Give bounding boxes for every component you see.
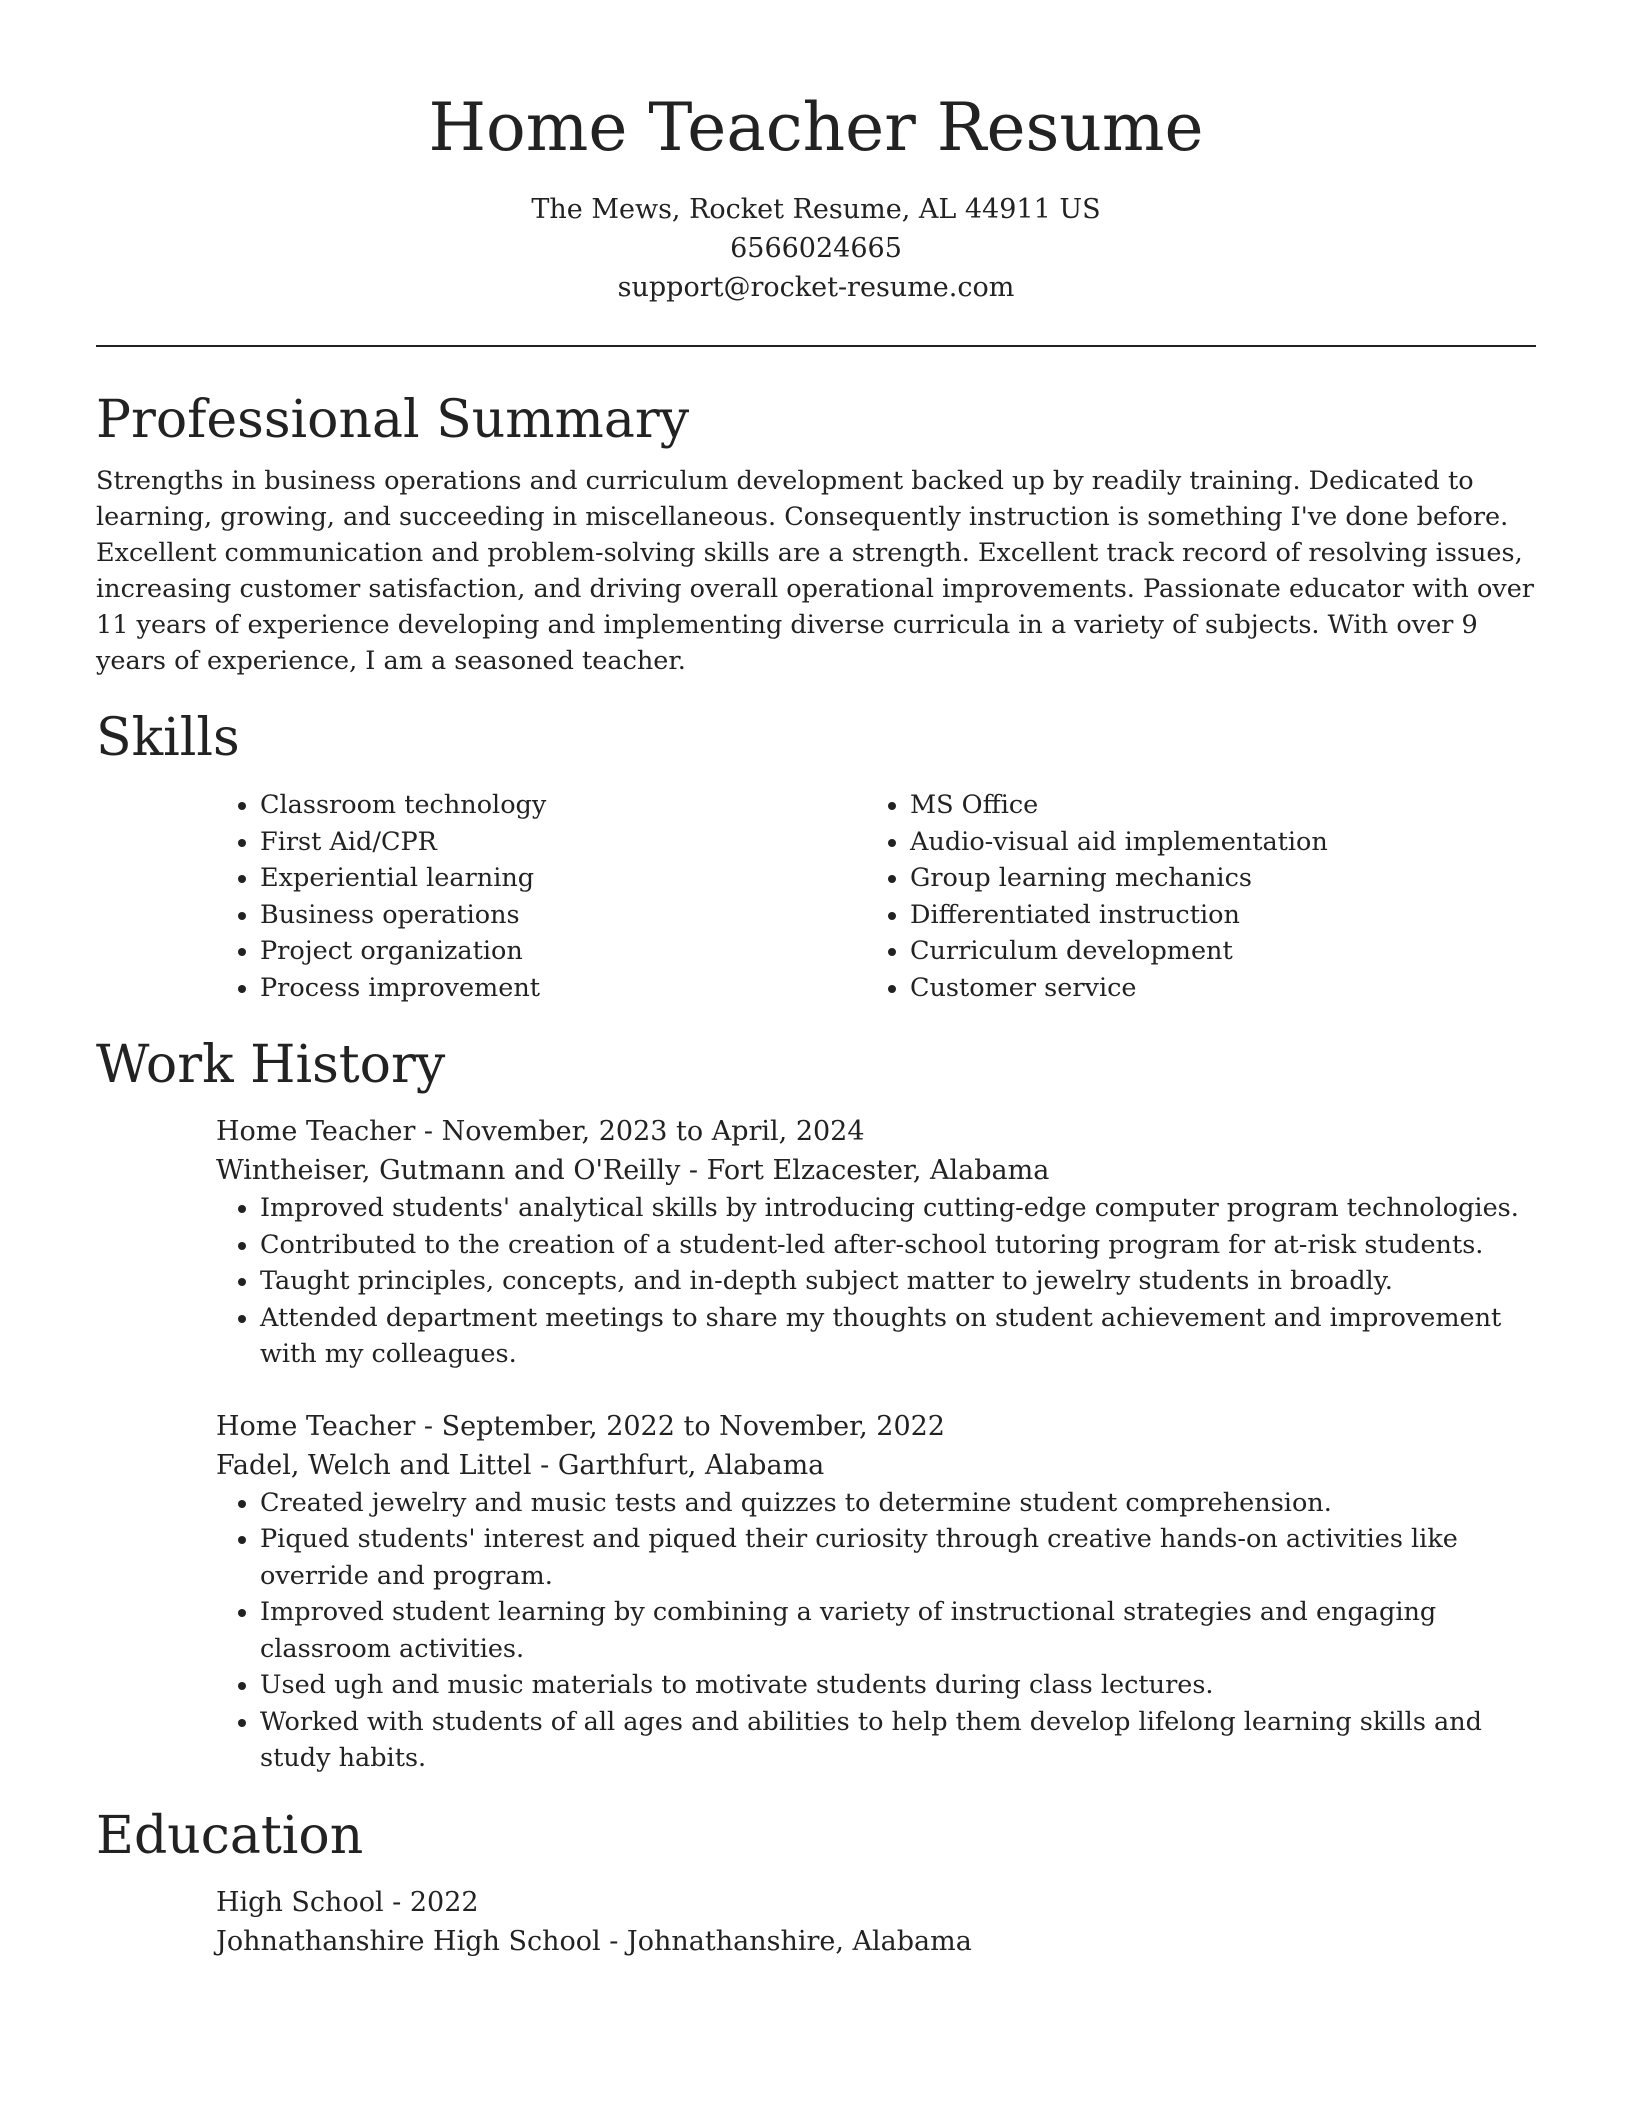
job-company-line: Wintheiser, Gutmann and O'Reilly - Fort Elzacester, Alabama: [216, 1155, 1050, 1186]
summary-heading: Professional Summary: [96, 390, 690, 450]
job-bullet: • Taught principles, concepts, and in-depth subject matter to jewelry students in broadly.: [260, 1263, 1536, 1300]
job-bullet: • Attended department meetings to share my thoughts on student achievement and improvement with my colleagues.: [260, 1300, 1536, 1373]
contact-address: The Mews, Rocket Resume, AL 44911 US: [531, 194, 1101, 225]
job-entry: [216, 1407, 1536, 1777]
contact-email: support@rocket-resume.com: [617, 272, 1015, 303]
work-history-heading: Work History: [96, 1035, 446, 1095]
job-bullet: • Piqued students' interest and piqued their curiosity through creative hands-on activities like override and program.: [260, 1521, 1536, 1594]
skill-item: • Project organization: [260, 933, 866, 970]
skill-item: • Audio-visual aid implementation: [910, 824, 1516, 861]
skills-heading: Skills: [96, 708, 240, 768]
skill-item: • Classroom technology: [260, 787, 866, 824]
skills-list-right: [866, 787, 1516, 1006]
skill-item: • Group learning mechanics: [910, 860, 1516, 897]
job-bullet: • Used ugh and music materials to motivate students during class lectures.: [260, 1667, 1536, 1704]
education-degree-line: High School - 2022: [216, 1886, 479, 1918]
skills-list-left: [216, 787, 866, 1006]
summary-text: Strengths in business operations and curriculum development backed up by readily training. Dedicated to learning, growing, and succeeding in miscellaneous. Consequently instruction is something I've done before. Excellent communication and problem-solving skills are a strength. Excellent track record of resolving issues, increasing customer satisfaction, and driving overall operational improvements. Passionate educator with over 11 years of experience developing and implementing diverse curricula in a variety of subjects. With over 9 years of experience, I am a seasoned teacher.: [96, 466, 1534, 676]
skill-item: • Curriculum development: [910, 933, 1516, 970]
job-bullet: • Created jewelry and music tests and quizzes to determine student comprehension.: [260, 1485, 1536, 1522]
contact-block: [96, 190, 1536, 307]
summary-section: [96, 387, 1536, 679]
skills-section: [96, 705, 1536, 1006]
job-bullet: • Worked with students of all ages and abilities to help them develop lifelong learning skills and study habits.: [260, 1704, 1536, 1777]
skill-item: • First Aid/CPR: [260, 824, 866, 861]
education-entry: [216, 1883, 1536, 1961]
skill-item: • Differentiated instruction: [910, 897, 1516, 934]
contact-phone: 6566024665: [730, 233, 902, 264]
job-entry: [216, 1112, 1536, 1373]
skill-item: • Business operations: [260, 897, 866, 934]
skills-grid: [216, 787, 1536, 1006]
resume-header: [96, 0, 1536, 307]
skill-item: • Customer service: [910, 970, 1516, 1007]
job-bullets: [216, 1485, 1536, 1777]
education-heading: Education: [96, 1805, 364, 1866]
skill-item: • Experiential learning: [260, 860, 866, 897]
job-bullets: [216, 1190, 1536, 1373]
job-company-line: Fadel, Welch and Littel - Garthfurt, Alabama: [216, 1449, 825, 1481]
resume-title: Home Teacher Resume: [428, 89, 1204, 166]
job-role-line: Home Teacher - November, 2023 to April, 2024: [216, 1116, 865, 1147]
resume-page: [96, 0, 1536, 1961]
job-role-line: Home Teacher - September, 2022 to November, 2022: [216, 1410, 945, 1442]
job-bullet: • Improved students' analytical skills by introducing cutting-edge computer program technologies.: [260, 1190, 1536, 1227]
header-divider: [96, 345, 1536, 347]
job-bullet: • Contributed to the creation of a student-led after-school tutoring program for at-risk students.: [260, 1227, 1536, 1264]
education-school-line: Johnathanshire High School - Johnathanshire, Alabama: [216, 1925, 972, 1957]
work-history-section: [96, 1032, 1536, 1777]
education-section: [96, 1803, 1536, 1961]
skill-item: • Process improvement: [260, 970, 866, 1007]
skill-item: • MS Office: [910, 787, 1516, 824]
job-bullet: • Improved student learning by combining a variety of instructional strategies and engaging classroom activities.: [260, 1594, 1536, 1667]
